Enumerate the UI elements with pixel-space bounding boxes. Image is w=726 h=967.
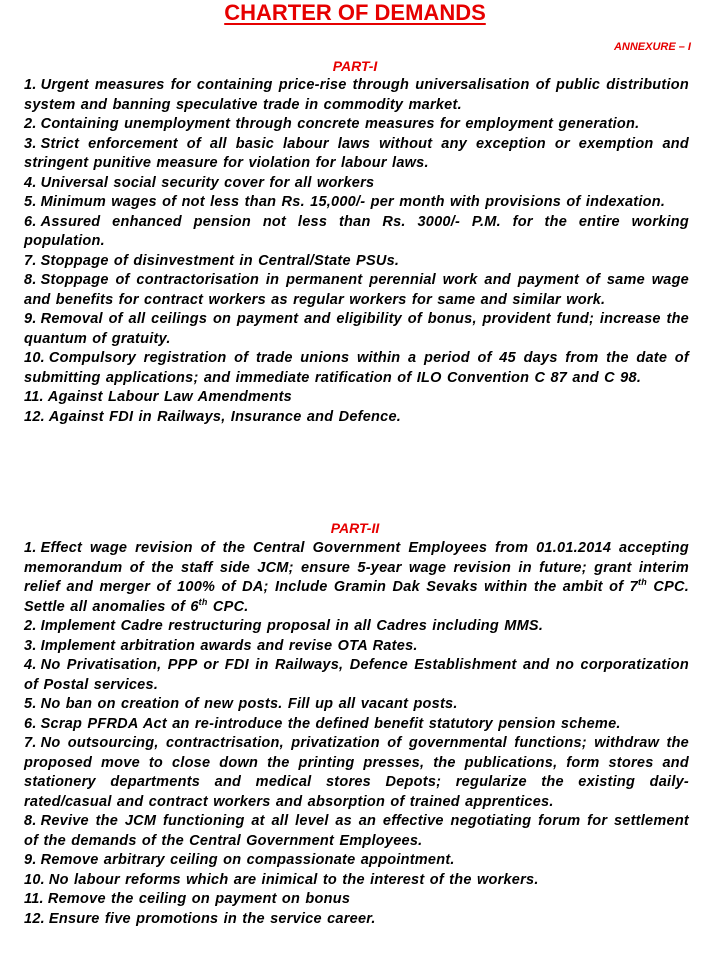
page-title: CHARTER OF DEMANDS [224,0,486,25]
list-item: 4. No Privatisation, PPP or FDI in Railways, Defence Establishment and no corporatization of Postal services. [24,657,689,693]
list-item: 1. Effect wage revision of the Central Government Employees from 01.01.2014 accepting memorandum of the staff side JCM; ensure 5-year wage revision in future; grant interim relief and merger of 100% of DA; Include Gramin Dak Sevaks within the ambit of 7th CPC. Settle all anomalies of 6th CPC. [24,540,690,615]
part-1-heading: PART-I [332,58,378,74]
list-item: 5. Minimum wages of not less than Rs. 15,000/- per month with provisions of indexation. [24,194,666,210]
list-item: 6. Assured enhanced pension not less than Rs. 3000/- P.M. for the entire working population. [24,213,689,249]
list-item: 6. Scrap PFRDA Act an re-introduce the defined benefit statutory pension scheme. [24,715,621,732]
list-item: 7. Stoppage of disinvestment in Central/State PSUs. [24,252,400,269]
part-1-list [24,76,689,427]
list-item: 12. Against FDI in Railways, Insurance and Defence. [24,408,402,425]
list-item: 10. No labour reforms which are inimical to the interest of the workers. [24,871,539,888]
list-item: 7. No outsourcing, contractrisation, privatization of governmental functions; withdraw the proposed move to close down the printing presses, the publications, form stores and stationery departments and medical stores Depots; regularize the existing daily-rated/casual and contract workers and absorption of trained apprentices. [24,735,689,810]
list-item: 8. Revive the JCM functioning at all level as an effective negotiating forum for settlement of the demands of the Central Government Employees. [24,813,689,849]
list-item: 2. Implement Cadre restructuring proposal in all Cadres including MMS. [24,618,544,634]
list-item: 2. Containing unemployment through concrete measures for employment generation. [24,116,640,132]
list-item: 11. Remove the ceiling on payment on bonus [24,891,351,907]
list-item: 12. Ensure five promotions in the service career. [24,910,376,927]
list-item: 4. Universal social security cover for all workers [24,174,375,191]
list-item: 9. Remove arbitrary ceiling on compassionate appointment. [24,852,455,868]
list-item: 3. Strict enforcement of all basic labour laws without any exception or exemption and stringent punitive measure for violation for labour laws. [24,135,689,171]
list-item: 5. No ban on creation of new posts. Fill up all vacant posts. [24,696,458,712]
part-2-heading: PART-II [330,520,380,536]
list-item: 8. Stoppage of contractorisation in permanent perennial work and payment of same wage and benefits for contract workers as regular workers for same and similar work. [24,272,689,308]
list-item: 10. Compulsory registration of trade unions within a period of 45 days from the date of submitting applications; and immediate ratification of ILO Convention C 87 and C 98. [24,350,689,386]
list-item: 11. Against Labour Law Amendments [24,389,292,405]
part-2-list [24,539,689,929]
list-item: 1. Urgent measures for containing price-rise through universalisation of public distribution system and banning speculative trade in commodity market. [24,77,689,113]
list-item: 3. Implement arbitration awards and revise OTA Rates. [24,637,418,654]
annexure-label: ANNEXURE – I [613,41,691,53]
list-item: 9. Removal of all ceilings on payment and eligibility of bonus, provident fund; increase the quantum of gratuity. [24,311,689,347]
